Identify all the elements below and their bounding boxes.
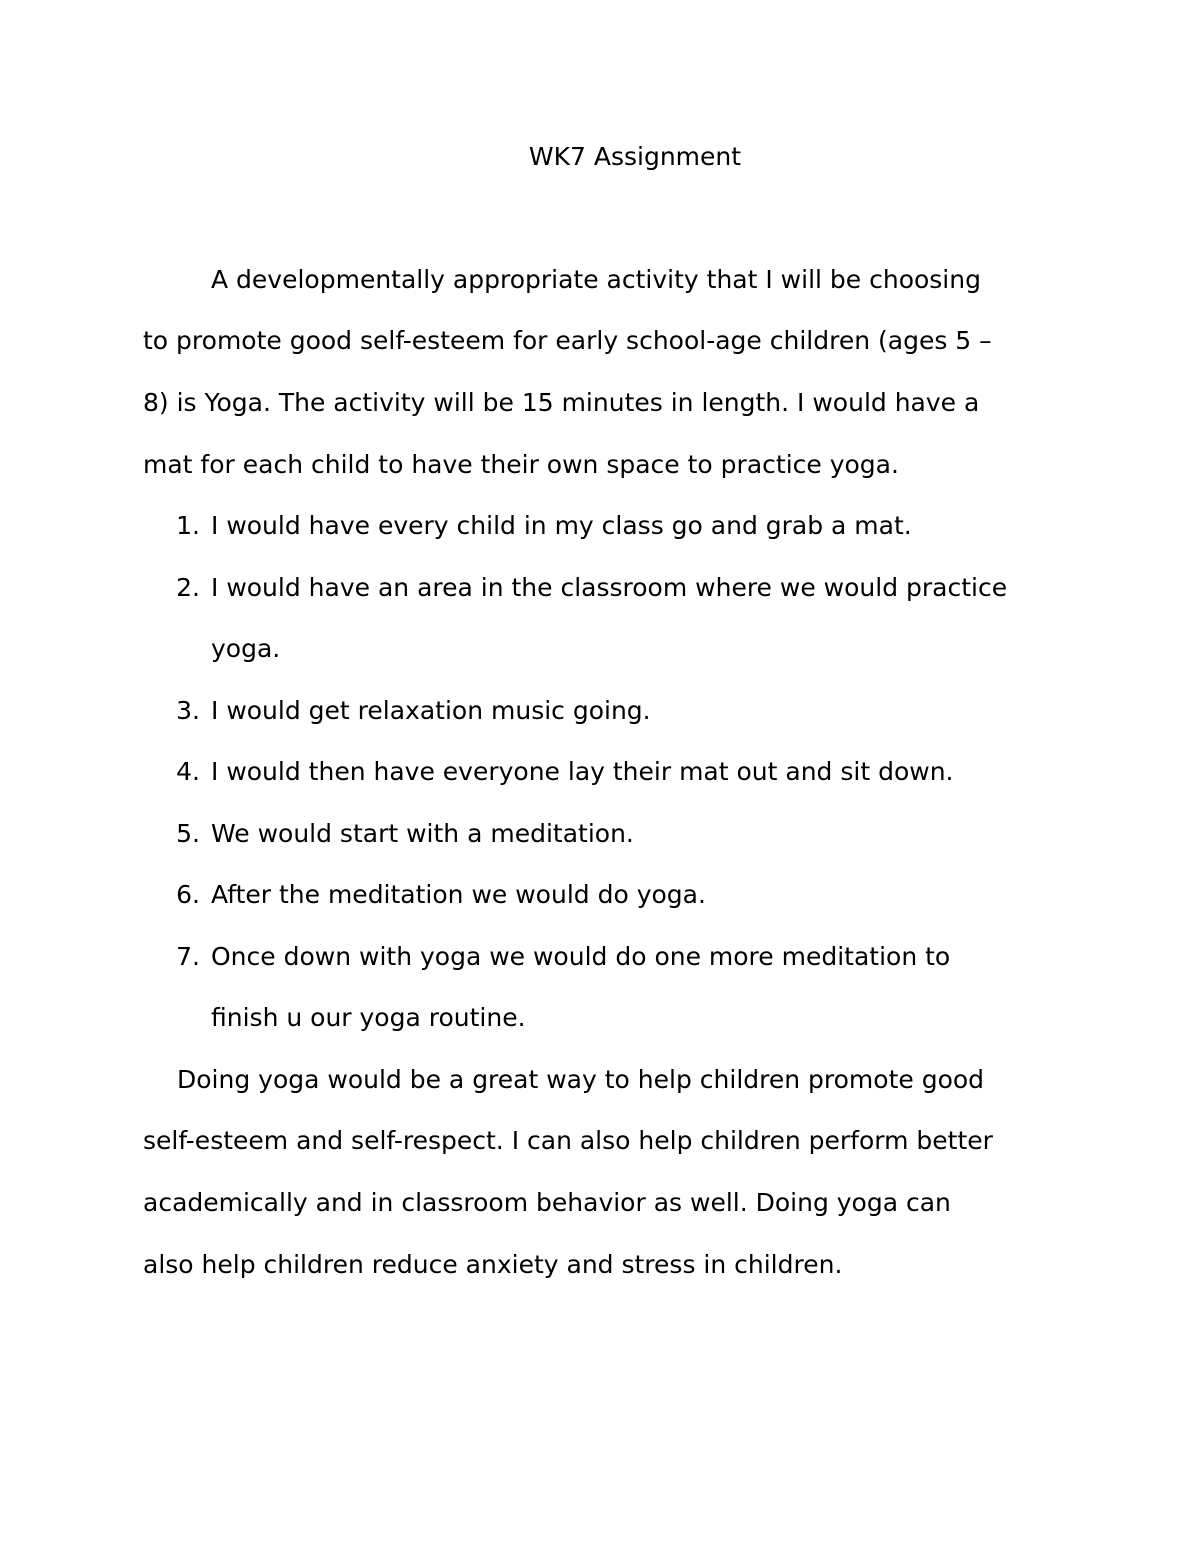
step-text: After the meditation we would do yoga. — [211, 880, 706, 909]
step-number: 6. — [176, 880, 200, 909]
conclusion-line: academically and in classroom behavior as well. Doing yoga can — [143, 1188, 951, 1217]
step-text: yoga. — [211, 634, 281, 663]
step-number: 3. — [176, 696, 200, 725]
intro-line: A developmentally appropriate activity that I will be choosing — [211, 265, 981, 294]
document-title: WK7 Assignment — [528, 142, 742, 171]
intro-line: 8) is Yoga. The activity will be 15 minutes in length. I would have a — [143, 388, 980, 417]
step-number: 1. — [176, 511, 200, 540]
step-text: I would have an area in the classroom where we would practice — [211, 573, 1008, 602]
conclusion-line: also help children reduce anxiety and stress in children. — [143, 1250, 843, 1279]
conclusion-line: Doing yoga would be a great way to help children promote good — [177, 1065, 985, 1094]
step-text: I would get relaxation music going. — [211, 696, 651, 725]
step-number: 4. — [176, 757, 200, 786]
step-text: I would then have everyone lay their mat out and sit down. — [211, 757, 954, 786]
step-text: I would have every child in my class go and grab a mat. — [211, 511, 912, 540]
step-number: 5. — [176, 819, 200, 848]
step-text: We would start with a meditation. — [211, 819, 634, 848]
conclusion-line: self-esteem and self-respect. I can also help children perform better — [143, 1126, 993, 1155]
step-text: Once down with yoga we would do one more meditation to — [211, 942, 951, 971]
step-number: 7. — [176, 942, 200, 971]
step-number: 2. — [176, 573, 200, 602]
step-text: finish u our yoga routine. — [211, 1003, 526, 1032]
intro-line: to promote good self-esteem for early school-age children (ages 5 – — [143, 326, 992, 355]
intro-line: mat for each child to have their own space to practice yoga. — [143, 450, 899, 479]
